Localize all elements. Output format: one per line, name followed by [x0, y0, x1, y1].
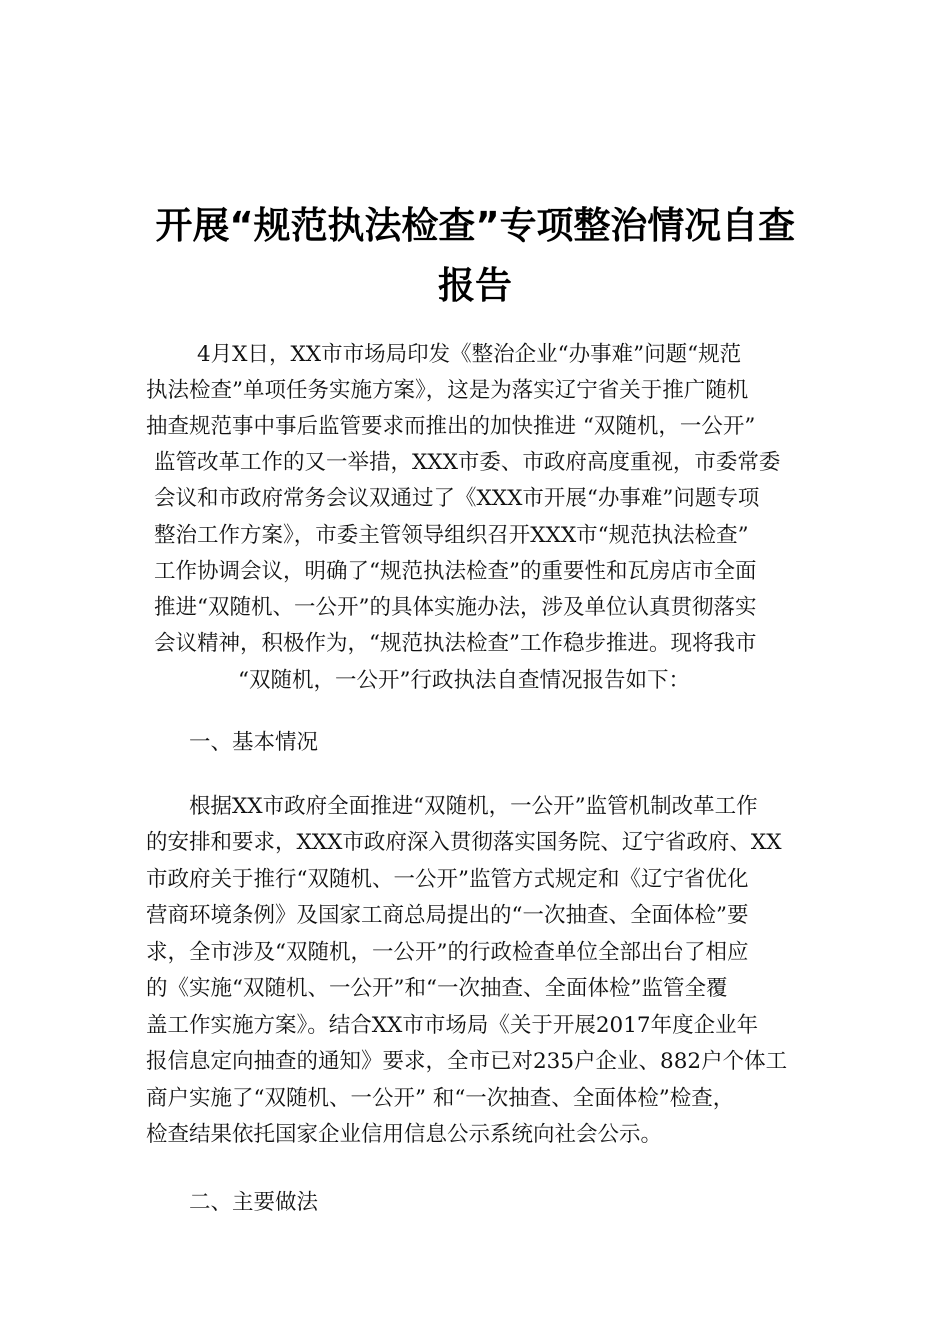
intro-line: 抽查规范事中事后监管要求而推出的加快推进 “双随机，一公开” — [146, 414, 756, 439]
document-title-line-2: 报告 — [438, 264, 512, 307]
intro-line: 整治工作方案》，市委主管领导组织召开XXX市“规范执法检查” — [154, 523, 749, 548]
section1-line: 盖工作实施方案》。结合XX市市场局《关于开展2017年度企业年 — [146, 1013, 759, 1038]
intro-line: 执法检查”单项任务实施方案》，这是为落实辽宁省关于推广随机 — [146, 378, 749, 403]
intro-line: “双随机，一公开”行政执法自查情况报告如下： — [238, 668, 690, 693]
section-heading-main-practices: 二、主要做法 — [189, 1190, 319, 1215]
intro-line: 推进“双随机、一公开”的具体实施办法，涉及单位认真贯彻落实 — [154, 595, 757, 620]
intro-line: 监管改革工作的又一举措，XXX市委、市政府高度重视，市委常委 — [154, 450, 781, 475]
document-title-line-1: 开展“规范执法检查”专项整治情况自查 — [155, 204, 795, 247]
section1-line: 的安排和要求，XXX市政府深入贯彻落实国务院、辽宁省政府、XX — [146, 830, 782, 855]
section1-line: 市政府关于推行“双随机、一公开”监管方式规定和《辽宁省优化 — [146, 867, 749, 892]
section1-line: 检查结果依托国家企业信用信息公示系统向社会公示。 — [146, 1122, 663, 1147]
section1-line: 求，全市涉及“双随机，一公开”的行政检查单位全部出台了相应 — [146, 940, 749, 965]
section1-line: 商户实施了“双随机、一公开” 和“一次抽查、全面体检”检查， — [146, 1086, 735, 1111]
intro-line: 会议精神，积极作为，“规范执法检查”工作稳步推进。现将我市 — [154, 631, 757, 656]
intro-line: 工作协调会议，明确了“规范执法检查”的重要性和瓦房店市全面 — [154, 559, 757, 584]
intro-line: 4月X日，XX市市场局印发《整治企业“办事难”问题“规范 — [197, 342, 742, 367]
section1-line: 营商环境条例》及国家工商总局提出的“一次抽查、全面体检”要 — [146, 903, 749, 928]
section1-line: 根据XX市政府全面推进“双随机，一公开”监管机制改革工作 — [189, 794, 758, 819]
section1-line: 报信息定向抽查的通知》要求，全市已对235户企业、882户个体工 — [146, 1049, 788, 1074]
section-heading-basic-situation: 一、基本情况 — [189, 730, 319, 755]
section1-line: 的《实施“双随机、一公开”和“一次抽查、全面体检”监管全覆 — [146, 976, 728, 1001]
intro-line: 会议和市政府常务会议双通过了《XXX市开展“办事难”问题专项 — [154, 486, 760, 511]
